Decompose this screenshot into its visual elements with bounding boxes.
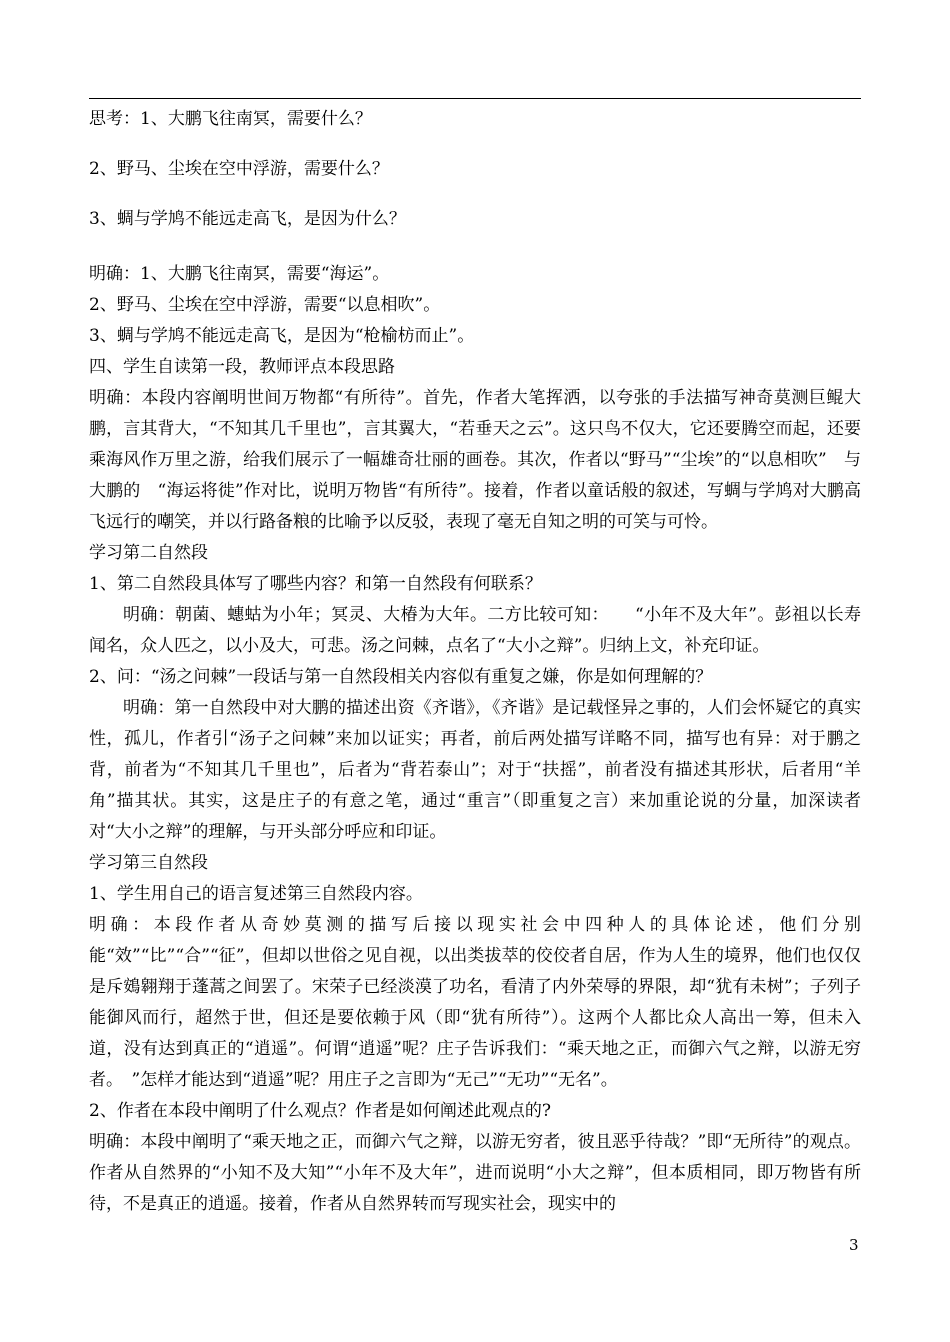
paragraph-2-question-2: 2、问：“汤之问棘”一段话与第一自然段相关内容似有重复之嫌，你是如何理解的？ bbox=[89, 667, 713, 687]
section-heading-paragraph-2: 学习第二自然段 bbox=[89, 543, 208, 563]
question-2: 2、野马、尘埃在空中浮游，需要什么？ bbox=[89, 159, 389, 179]
paragraph-3-answer-1: 明确：本段作者从奇妙莫测的描写后接以现实社会中四种人的具体论述，他们分别能“效”“比”“合”“征”，但却以世俗之见自视，以出类拔萃的佼佼者自居，作为人生的境界，他们也仅仅是斥鴳翱翔于蓬蒿之间罢了。宋荣子已经淡漠了功名，看清了内外荣辱的界限，却“犹有未树”；子列子能御风而行，超然于世，但还是要依赖于风（即“犹有所待”）。这两个人都比众人高出一筹，但未入道，没有达到真正的“逍遥”。何谓“逍遥”呢？庄子告诉我们：“乘天地之正，而御六气之辩，以游无穷者。 ”怎样才能达到“逍遥”呢？用庄子之言即为“无己”“无功”“无名”。 bbox=[89, 915, 861, 1090]
paragraph-3-question-2: 2、作者在本段中阐明了什么观点？作者是如何阐述此观点的? bbox=[89, 1101, 551, 1121]
header-rule bbox=[89, 98, 861, 99]
section-heading-4: 四、学生自读第一段，教师评点本段思路 bbox=[89, 357, 395, 377]
answer-1: 明确：1、大鹏飞往南冥，需要“海运”。 bbox=[89, 264, 390, 284]
paragraph-2-answer-2: 明确：第一自然段中对大鹏的描述出资《齐谐》，《齐谐》是记载怪异之事的，人们会怀疑它的真实性，孤儿，作者引“汤子之问棘”来加以证实；再者，前后两处描写详略不同，描写也有异：对于鹏之背，前者为“不知其几千里也”，后者为“背若泰山”；对于“扶摇”，前者没有描述其形状，后者用“羊角”描其状。其实，这是庄子的有意之笔，通过“重言”（即重复之言）来加重论说的分量，加深读者对“大小之辩”的理解，与开头部分呼应和印证。 bbox=[89, 698, 861, 842]
page-number: 3 bbox=[849, 1236, 859, 1254]
paragraph-1-analysis: 明确：本段内容阐明世间万物都“有所待”。首先，作者大笔挥洒，以夸张的手法描写神奇莫测巨鲲大鹏，言其背大，“不知其几千里也”，言其翼大，“若垂天之云”。这只鸟不仅大，它还要腾空而起，还要乘海风作万里之游，给我们展示了一幅雄奇壮丽的画卷。其次，作者以“野马”“尘埃”的“以息相吹” 与大鹏的 “海运将徙”作对比，说明万物皆“有所待”。接着，作者以童话般的叙述，写蜩与学鸠对大鹏高飞远行的嘲笑，并以行路备粮的比喻予以反驳，表现了毫无自知之明的可笑与可怜。 bbox=[89, 388, 861, 532]
paragraph-2-answer-1: 明确：朝菌、蟪蛄为小年；冥灵、大椿为大年。二方比较可知： “小年不及大年”。彭祖以长寿闻名，众人匹之，以小及大，可悲。汤之问棘，点名了“大小之辩”。归纳上文，补充印证。 bbox=[89, 605, 861, 656]
question-1: 思考：1、大鹏飞往南冥，需要什么？ bbox=[89, 109, 372, 129]
answer-2: 2、野马、尘埃在空中浮游，需要“以息相吹”。 bbox=[89, 295, 441, 315]
question-3: 3、蜩与学鸠不能远走高飞，是因为什么？ bbox=[89, 209, 406, 229]
paragraph-3-question-1: 1、学生用自己的语言复述第三自然段内容。 bbox=[89, 884, 423, 904]
answer-3: 3、蜩与学鸠不能远走高飞，是因为“枪榆枋而止”。 bbox=[89, 326, 475, 346]
document-body bbox=[89, 104, 861, 1220]
section-heading-paragraph-3: 学习第三自然段 bbox=[89, 853, 208, 873]
paragraph-2-question-1: 1、第二自然段具体写了哪些内容？和第一自然段有何联系？ bbox=[89, 574, 542, 594]
paragraph-3-answer-2: 明确：本段中阐明了“乘天地之正，而御六气之辩，以游无穷者，彼且恶乎待哉？”即“无所待”的观点。作者从自然界的“小知不及大知”“小年不及大年”，进而说明“小大之辩”，但本质相同，即万物皆有所待，不是真正的逍遥。接着，作者从自然界转而写现实社会，现实中的 bbox=[89, 1132, 861, 1214]
